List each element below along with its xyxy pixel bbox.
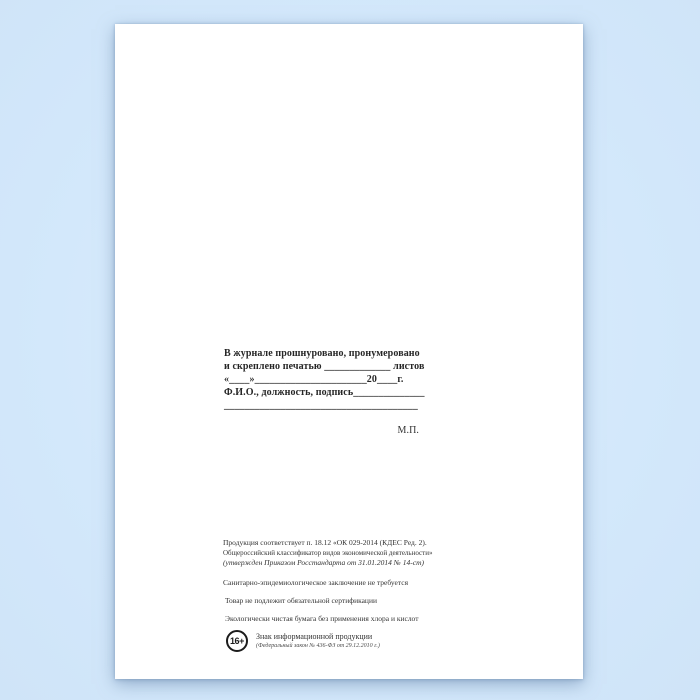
compliance-line-2: Общероссийский классификатор видов экономической деятельности» [223, 549, 433, 557]
compliance-statement [223, 538, 432, 568]
stitching-line-1: В журнале прошнуровано, пронумеровано [224, 348, 420, 359]
certification-note: Товар не подлежит обязательной сертификации [225, 596, 377, 605]
age-mark-title: Знак информационной продукции [256, 632, 373, 641]
age-mark-law-reference: (Федеральный закон № 436-ФЗ от 29.12.2010 г.) [256, 643, 380, 649]
stitching-line-4-signature: Ф.И.О., должность, подпись______________ [224, 387, 425, 398]
age-16plus-badge-icon: 16+ [226, 630, 248, 652]
stitching-line-5-blank: ______________________________________ [224, 400, 418, 411]
compliance-line-3: (утвержден Приказом Росстандарта от 31.01.2014 № 14-ст) [223, 558, 424, 567]
age-information-mark [226, 630, 380, 652]
age-mark-text [256, 630, 380, 650]
journal-back-page [115, 24, 583, 679]
stitching-line-3-date: «____»______________________20____г. [224, 374, 404, 385]
stitching-certification-block [224, 347, 434, 437]
eco-paper-note: Экологически чистая бумага без применения хлора и кислот [225, 614, 419, 623]
seal-place-mark: М.П. [397, 425, 419, 436]
stitching-line-2: и скреплено печатью _____________ листов [224, 361, 425, 372]
compliance-line-1: Продукция соответствует п. 18.12 «ОК 029-2014 (КДЕС Ред. 2). [223, 538, 427, 547]
sanitary-note: Санитарно-эпидемиологическое заключение не требуется [223, 578, 409, 587]
